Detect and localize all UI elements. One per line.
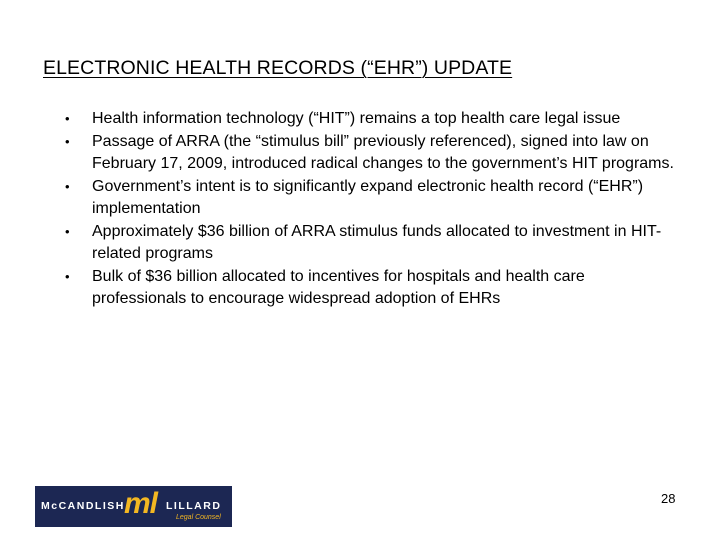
list-item bbox=[0, 108, 720, 131]
bullet-icon: • bbox=[65, 223, 70, 239]
bullet-icon: • bbox=[65, 111, 70, 126]
list-item bbox=[0, 131, 720, 176]
bullet-text: Passage of ARRA (the “stimulus bill” previously referenced), signed into law on February 17, 2009, introduced radical changes to the government’s HIT programs. bbox=[92, 132, 674, 172]
logo-left-text: McCANDLISH bbox=[41, 500, 125, 512]
firm-logo bbox=[35, 486, 232, 527]
bullet-icon: • bbox=[65, 178, 70, 194]
list-item bbox=[0, 176, 720, 221]
logo-right-text: LILLARD bbox=[166, 500, 222, 512]
page-number: 28 bbox=[661, 491, 676, 506]
slide-title: ELECTRONIC HEALTH RECORDS (“EHR”) UPDATE bbox=[43, 57, 513, 79]
bullet-text: Health information technology (“HIT”) remains a top health care legal issue bbox=[92, 110, 621, 127]
bullet-list bbox=[0, 108, 720, 311]
bullet-icon: • bbox=[65, 133, 70, 149]
bullet-icon: • bbox=[65, 268, 70, 284]
bullet-text: Government’s intent is to significantly expand electronic health record (“EHR”) implementation bbox=[92, 177, 644, 217]
logo-monogram: ml bbox=[124, 487, 158, 520]
bullet-text: Bulk of $36 billion allocated to incentives for hospitals and health care professionals to encourage widespread adoption of EHRs bbox=[92, 267, 585, 307]
list-item bbox=[0, 221, 720, 266]
logo-tagline: Legal Counsel bbox=[176, 514, 221, 521]
bullet-text: Approximately $36 billion of ARRA stimulus funds allocated to investment in HIT-related programs bbox=[92, 222, 662, 262]
list-item bbox=[0, 266, 720, 311]
